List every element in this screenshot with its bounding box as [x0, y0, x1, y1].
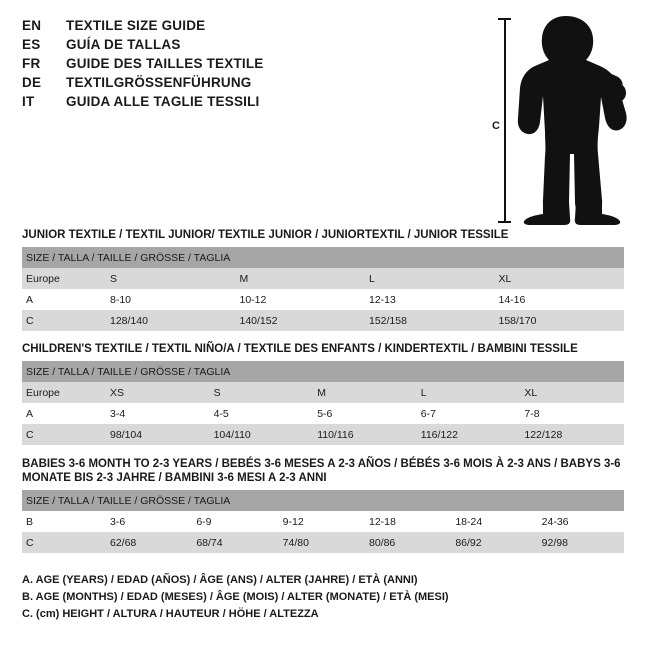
table-row: [22, 382, 624, 403]
table-row: [22, 268, 624, 289]
cell: 80/86: [365, 532, 451, 553]
cell: 7-8: [520, 403, 624, 424]
measure-tick-bottom: [498, 221, 511, 223]
cell: A: [22, 289, 106, 310]
language-code-es: ES: [22, 37, 41, 52]
cell: 116/122: [417, 424, 521, 445]
table-header-row: [22, 361, 624, 382]
cell: M: [313, 382, 417, 403]
cell: 10-12: [236, 289, 366, 310]
cell: 3-4: [106, 403, 210, 424]
cell: C: [22, 424, 106, 445]
legend-line-a: A. AGE (YEARS) / EDAD (AÑOS) / ÂGE (ANS) / ALTER (JAHRE) / ETÀ (ANNI): [22, 574, 418, 586]
legend-line-c: C. (cm) HEIGHT / ALTURA / HAUTEUR / HÖHE / ALTEZZA: [22, 608, 319, 620]
section-junior-title: JUNIOR TEXTILE / TEXTIL JUNIOR/ TEXTILE JUNIOR / JUNIORTEXTIL / JUNIOR TESSILE: [22, 229, 509, 241]
table-row: [22, 289, 624, 310]
cell: 8-10: [106, 289, 236, 310]
language-title-es: GUÍA DE TALLAS: [66, 37, 181, 52]
cell: 3-6: [106, 511, 192, 532]
table-row: [22, 532, 624, 553]
cell: 110/116: [313, 424, 417, 445]
cell: 86/92: [451, 532, 537, 553]
language-code-en: EN: [22, 18, 42, 33]
language-row-en: [22, 18, 442, 33]
cell: 5-6: [313, 403, 417, 424]
language-row-it: [22, 94, 442, 109]
cell: 24-36: [538, 511, 624, 532]
cell: C: [22, 310, 106, 331]
cell: XS: [106, 382, 210, 403]
children-header-cell: SIZE / TALLA / TAILLE / GRÖSSE / TAGLIA: [22, 361, 624, 382]
table-row: [22, 511, 624, 532]
cell: 12-18: [365, 511, 451, 532]
cell: 140/152: [236, 310, 366, 331]
babies-size-table: [22, 490, 624, 553]
child-silhouette-icon: [512, 14, 627, 226]
table-header-row: [22, 247, 624, 268]
measure-tick-top: [498, 18, 511, 20]
table-row: [22, 403, 624, 424]
language-row-de: [22, 75, 442, 90]
cell: Europe: [22, 268, 106, 289]
measure-label-c: C: [492, 120, 500, 132]
cell: 12-13: [365, 289, 495, 310]
cell: 6-9: [192, 511, 278, 532]
cell: L: [417, 382, 521, 403]
language-title-en: TEXTILE SIZE GUIDE: [66, 18, 206, 33]
cell: M: [236, 268, 366, 289]
section-babies: [22, 457, 624, 553]
language-title-it: GUIDA ALLE TAGLIE TESSILI: [66, 94, 260, 109]
language-title-fr: GUIDE DES TAILLES TEXTILE: [66, 56, 264, 71]
cell: 158/170: [495, 310, 625, 331]
section-children: [22, 342, 624, 445]
cell: 98/104: [106, 424, 210, 445]
table-row: [22, 424, 624, 445]
cell: 68/74: [192, 532, 278, 553]
junior-header-cell: SIZE / TALLA / TAILLE / GRÖSSE / TAGLIA: [22, 247, 624, 268]
cell: Europe: [22, 382, 106, 403]
legend-block: [22, 572, 622, 623]
babies-header-cell: SIZE / TALLA / TAILLE / GRÖSSE / TAGLIA: [22, 490, 624, 511]
cell: XL: [495, 268, 625, 289]
cell: 6-7: [417, 403, 521, 424]
cell: XL: [520, 382, 624, 403]
cell: 92/98: [538, 532, 624, 553]
cell: B: [22, 511, 106, 532]
cell: S: [210, 382, 314, 403]
legend-line-b: B. AGE (MONTHS) / EDAD (MESES) / ÂGE (MOIS) / ALTER (MONATE) / ETÀ (MESI): [22, 591, 449, 603]
language-code-fr: FR: [22, 56, 41, 71]
cell: 9-12: [279, 511, 365, 532]
children-size-table: [22, 361, 624, 445]
cell: 74/80: [279, 532, 365, 553]
cell: S: [106, 268, 236, 289]
language-row-fr: [22, 56, 442, 71]
language-title-de: TEXTILGRÖSSENFÜHRUNG: [66, 75, 252, 90]
cell: C: [22, 532, 106, 553]
section-babies-title: BABIES 3-6 MONTH TO 2-3 YEARS / BEBÉS 3-6 MESES A 2-3 AÑOS / BÉBÉS 3-6 MOIS À 2-3 ANS / BABYS 3-6 MONATE BIS 2-3 JAHRE / BAMBINI 3-6 MESI A 2-3 ANNI: [22, 458, 621, 484]
junior-size-table: [22, 247, 624, 331]
section-children-title: CHILDREN'S TEXTILE / TEXTIL NIÑO/A / TEXTILE DES ENFANTS / KINDERTEXTIL / BAMBINI TESSILE: [22, 343, 578, 355]
table-row: [22, 310, 624, 331]
language-code-de: DE: [22, 75, 42, 90]
language-title-block: [22, 18, 442, 113]
language-row-es: [22, 37, 442, 52]
cell: 4-5: [210, 403, 314, 424]
cell: A: [22, 403, 106, 424]
section-junior: [22, 228, 624, 331]
measure-line: [504, 18, 506, 223]
cell: 14-16: [495, 289, 625, 310]
cell: 18-24: [451, 511, 537, 532]
cell: 128/140: [106, 310, 236, 331]
cell: 122/128: [520, 424, 624, 445]
cell: L: [365, 268, 495, 289]
cell: 104/110: [210, 424, 314, 445]
table-header-row: [22, 490, 624, 511]
cell: 152/158: [365, 310, 495, 331]
measurement-figure: [470, 8, 635, 223]
cell: 62/68: [106, 532, 192, 553]
language-code-it: IT: [22, 94, 35, 109]
